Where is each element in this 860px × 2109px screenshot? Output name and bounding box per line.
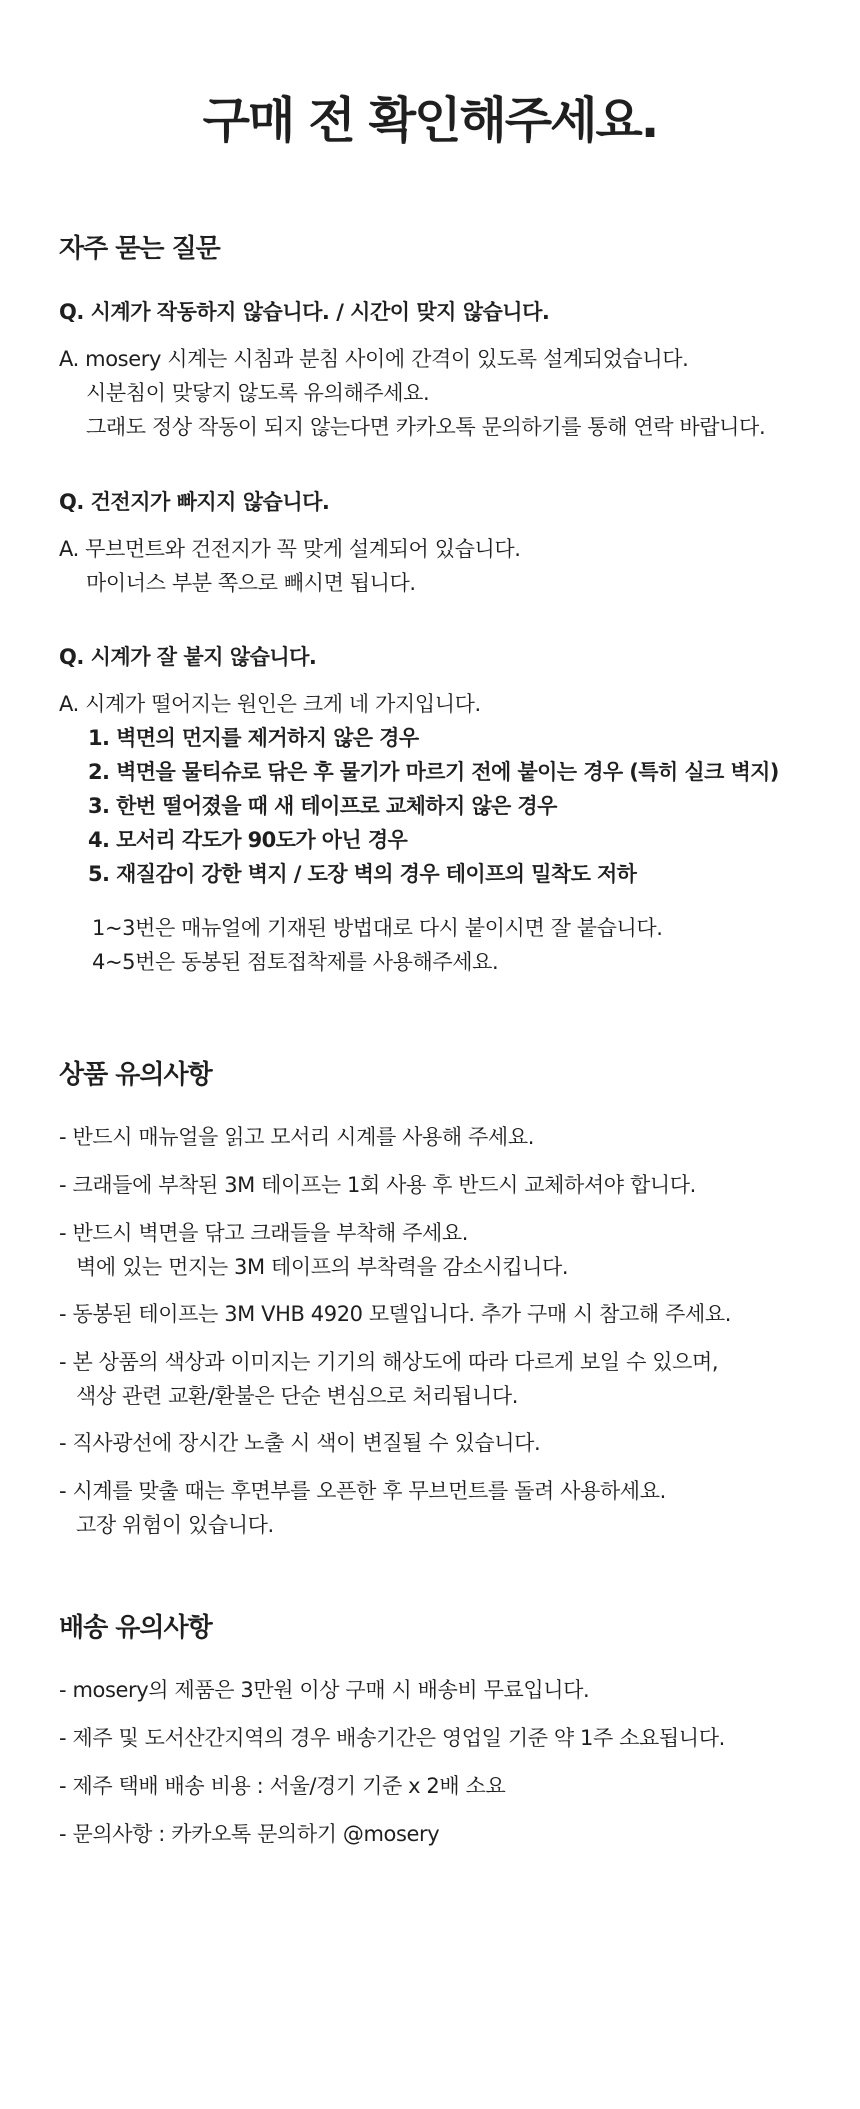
product-note-line: - 동봉된 테이프는 3M VHB 4920 모델입니다. 추가 구매 시 참고해 주세요.	[59, 1302, 732, 1326]
faq-answer-3	[59, 687, 779, 979]
product-note-line: - 반드시 벽면을 닦고 크래들을 부착해 주세요.	[59, 1221, 469, 1245]
product-note-item	[59, 1426, 540, 1460]
faq-answer-2-line: 마이너스 부분 쪽으로 빼시면 됩니다.	[86, 571, 416, 595]
product-note-line: 고장 위험이 있습니다.	[76, 1513, 274, 1537]
faq-answer-1-line: A. mosery 시계는 시침과 분침 사이에 간격이 있도록 설계되었습니다.	[59, 347, 689, 371]
shipping-note-line: - 제주 및 도서산간지역의 경우 배송기간은 영업일 기준 약 1주 소요됩니다.	[59, 1726, 725, 1750]
cause-item: 1. 벽면의 먼지를 제거하지 않은 경우	[88, 726, 419, 750]
product-note-item	[59, 1297, 731, 1331]
shipping-note-item	[59, 1721, 725, 1755]
faq-question-3: Q. 시계가 잘 붙지 않습니다.	[59, 645, 317, 669]
product-notes-heading: 상품 유의사항	[59, 1060, 212, 1090]
shipping-note-item	[59, 1769, 505, 1803]
faq-answer-1	[59, 342, 765, 444]
spacer	[59, 891, 779, 911]
shipping-note-line: - 문의사항 : 카카오톡 문의하기 @mosery	[59, 1822, 440, 1846]
product-note-item	[59, 1216, 568, 1284]
faq-answer-2	[59, 532, 521, 600]
faq-answer-1-line: 그래도 정상 작동이 되지 않는다면 카카오톡 문의하기를 통해 연락 바랍니다.	[86, 415, 766, 439]
faq-answer-3-line: A. 시계가 떨어지는 원인은 크게 네 가지입니다.	[59, 692, 481, 716]
product-note-line: - 직사광선에 장시간 노출 시 색이 변질될 수 있습니다.	[59, 1431, 541, 1455]
product-note-line: - 반드시 매뉴얼을 읽고 모서리 시계를 사용해 주세요.	[59, 1125, 534, 1149]
cause-item: 4. 모서리 각도가 90도가 아닌 경우	[88, 828, 408, 852]
shipping-note-item	[59, 1817, 439, 1851]
page-title: 구매 전 확인해주세요.	[202, 92, 658, 149]
product-note-line: - 크래들에 부착된 3M 테이프는 1회 사용 후 반드시 교체하셔야 합니다.	[59, 1173, 696, 1197]
shipping-note-line: - 제주 택배 배송 비용 : 서울/경기 기준 x 2배 소요	[59, 1774, 506, 1798]
product-note-line: - 본 상품의 색상과 이미지는 기기의 해상도에 따라 다르게 보일 수 있으며,	[59, 1350, 719, 1374]
faq-note: 1~3번은 매뉴얼에 기재된 방법대로 다시 붙이시면 잘 붙습니다.	[92, 916, 663, 940]
product-note-item	[59, 1120, 534, 1154]
product-note-item	[59, 1474, 666, 1542]
product-note-item	[59, 1168, 696, 1202]
product-note-line: 색상 관련 교환/환불은 단순 변심으로 처리됩니다.	[76, 1384, 519, 1408]
product-note-item	[59, 1345, 718, 1413]
product-note-line: - 시계를 맞출 때는 후면부를 오픈한 후 무브먼트를 돌려 사용하세요.	[59, 1479, 666, 1503]
faq-answer-2-line: A. 무브먼트와 건전지가 꼭 맞게 설계되어 있습니다.	[59, 537, 521, 561]
faq-answer-1-line: 시분침이 맞닿지 않도록 유의해주세요.	[86, 381, 430, 405]
faq-question-1: Q. 시계가 작동하지 않습니다. / 시간이 맞지 않습니다.	[59, 300, 550, 324]
shipping-note-line: - mosery의 제품은 3만원 이상 구매 시 배송비 무료입니다.	[59, 1678, 590, 1702]
faq-note: 4~5번은 동봉된 점토접착제를 사용해주세요.	[92, 950, 499, 974]
shipping-note-item	[59, 1673, 589, 1707]
faq-heading: 자주 묻는 질문	[59, 234, 220, 264]
product-note-line: 벽에 있는 먼지는 3M 테이프의 부착력을 감소시킵니다.	[76, 1255, 569, 1279]
cause-item: 3. 한번 떨어졌을 때 새 테이프로 교체하지 않은 경우	[88, 794, 557, 818]
cause-item: 5. 재질감이 강한 벽지 / 도장 벽의 경우 테이프의 밀착도 저하	[88, 862, 637, 886]
cause-item: 2. 벽면을 물티슈로 닦은 후 물기가 마르기 전에 붙이는 경우 (특히 실크 벽지)	[88, 760, 779, 784]
shipping-notes-heading: 배송 유의사항	[59, 1613, 212, 1643]
faq-question-2: Q. 건전지가 빠지지 않습니다.	[59, 490, 330, 514]
